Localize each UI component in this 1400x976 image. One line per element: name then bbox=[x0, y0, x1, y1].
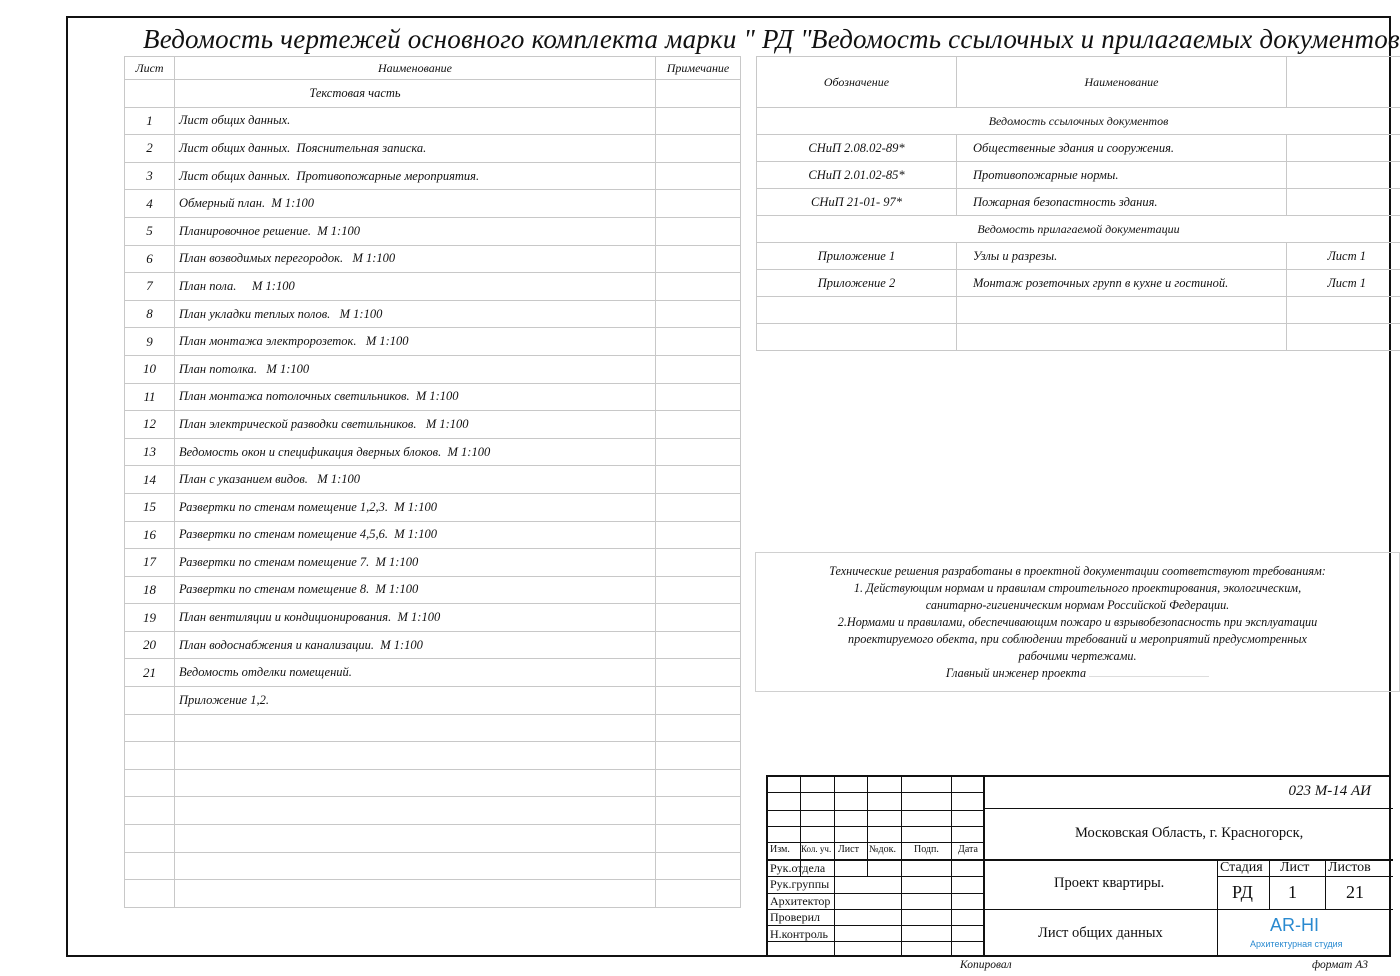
technical-note bbox=[755, 552, 1400, 692]
sheet-name: Развертки по стенам помещение 8. М 1:100 bbox=[175, 576, 656, 604]
sheet-number: 19 bbox=[125, 604, 175, 632]
stage-label: Стадия bbox=[1220, 860, 1263, 875]
project-name: Проект квартиры. bbox=[1054, 875, 1165, 891]
header-ref-name: Наименование bbox=[957, 57, 1287, 108]
sheet-number: 18 bbox=[125, 576, 175, 604]
stamp-col-header: №док. bbox=[869, 844, 896, 855]
note-line: Технические решения разработаны в проектной документации соответствуют требованиям: bbox=[829, 564, 1326, 578]
doc-designation: Приложение 1 bbox=[757, 243, 957, 270]
stamp-col-header: Дата bbox=[958, 844, 978, 855]
table-row bbox=[125, 880, 741, 908]
project-location: Московская Область, г. Красногорск, bbox=[1075, 825, 1304, 841]
table-row bbox=[125, 521, 741, 549]
header-note: Примечание bbox=[656, 57, 741, 80]
table-row bbox=[125, 107, 741, 135]
sheet-number: 20 bbox=[125, 631, 175, 659]
sheet-number: 8 bbox=[125, 300, 175, 328]
sheets-value: 21 bbox=[1346, 882, 1364, 902]
doc-designation: СНиП 2.08.02-89* bbox=[757, 135, 957, 162]
table-row bbox=[125, 769, 741, 797]
sheet-name: План монтажа электророзеток. М 1:100 bbox=[175, 328, 656, 356]
table-row bbox=[125, 438, 741, 466]
doc-note: Лист 1 bbox=[1287, 270, 1400, 297]
studio-subtitle: Архитектурная студия bbox=[1250, 939, 1343, 949]
stamp-role: Рук.группы bbox=[770, 877, 830, 892]
note-line: рабочими чертежами. bbox=[1018, 649, 1137, 663]
table-row bbox=[125, 273, 741, 301]
sheet-name: Развертки по стенам помещение 1,2,3. М 1:100 bbox=[175, 493, 656, 521]
sheet-number: 6 bbox=[125, 245, 175, 273]
table-row bbox=[125, 604, 741, 632]
stamp-role: Проверил bbox=[770, 910, 820, 925]
section-text-part: Текстовая часть bbox=[175, 80, 656, 108]
note-line: санитарно-гигиеническим нормам Российской Федерации. bbox=[925, 598, 1230, 612]
table-row bbox=[757, 297, 1400, 324]
note-line: 1. Действующим нормам и правилам строительного проектирования, экологическим, bbox=[853, 581, 1302, 595]
note-line: 2.Нормами и правилами, обеспечивающим пожаро и взрывобезопасность при эксплуатации bbox=[837, 615, 1318, 629]
sheet-name: Обмерный план. М 1:100 bbox=[175, 190, 656, 218]
table-row bbox=[125, 742, 741, 770]
doc-designation: Приложение 2 bbox=[757, 270, 957, 297]
doc-name: Противопожарные нормы. bbox=[957, 162, 1287, 189]
sheet-name: Приложение 1,2. bbox=[175, 687, 656, 715]
table-row bbox=[757, 324, 1400, 351]
table-row bbox=[125, 549, 741, 577]
sheet-title: Лист общих данных bbox=[1038, 925, 1163, 941]
table-row bbox=[125, 852, 741, 880]
sheet-number: 16 bbox=[125, 521, 175, 549]
doc-designation: СНиП 21-01- 97* bbox=[757, 189, 957, 216]
sheet-number: 7 bbox=[125, 273, 175, 301]
table-row bbox=[757, 189, 1400, 216]
stage-value: РД bbox=[1232, 882, 1253, 902]
sheet-name: План пола. М 1:100 bbox=[175, 273, 656, 301]
drawings-title: Ведомость чертежей основного комплекта марки " РД " bbox=[143, 24, 812, 54]
sheet-name: Лист общих данных. bbox=[175, 107, 656, 135]
table-row bbox=[125, 687, 741, 715]
table-row bbox=[125, 825, 741, 853]
stamp-role: Архитектор bbox=[770, 893, 831, 908]
note-line: проектируемого обекта, при соблюдении требований и мероприятий предусмотренных bbox=[848, 632, 1307, 646]
sheet-name: План возводимых перегородок. М 1:100 bbox=[175, 245, 656, 273]
table-row bbox=[125, 217, 741, 245]
signature-line bbox=[1089, 676, 1209, 677]
sheet-number: 2 bbox=[125, 135, 175, 163]
table-row bbox=[125, 493, 741, 521]
sheet-name: Лист общих данных. Противопожарные мероприятия. bbox=[175, 162, 656, 190]
format-label: формат А3 bbox=[1312, 959, 1368, 971]
copied-label: Копировал bbox=[960, 959, 1012, 971]
table-row bbox=[125, 245, 741, 273]
header-designation: Обозначение bbox=[757, 57, 957, 108]
sheet-name: Планировочное решение. М 1:100 bbox=[175, 217, 656, 245]
sheet-name: Лист общих данных. Пояснительная записка. bbox=[175, 135, 656, 163]
section-attached: Ведомость прилагаемой документации bbox=[757, 216, 1400, 243]
sheet-name: План с указанием видов. М 1:100 bbox=[175, 466, 656, 494]
sheet-name: Развертки по стенам помещение 7. М 1:100 bbox=[175, 549, 656, 577]
sheet-number: 21 bbox=[125, 659, 175, 687]
sheet-value: 1 bbox=[1288, 882, 1297, 902]
sheet-number: 11 bbox=[125, 383, 175, 411]
table-row bbox=[125, 355, 741, 383]
table-row bbox=[125, 411, 741, 439]
doc-name: Общественные здания и сооружения. bbox=[957, 135, 1287, 162]
header-sheet: Лист bbox=[125, 57, 175, 80]
sheet-name: План водоснабжения и канализации. М 1:100 bbox=[175, 631, 656, 659]
refs-table bbox=[756, 56, 1400, 351]
sheet-name: План укладки теплых полов. М 1:100 bbox=[175, 300, 656, 328]
sheet-number: 9 bbox=[125, 328, 175, 356]
table-row bbox=[125, 714, 741, 742]
sheet-number: 17 bbox=[125, 549, 175, 577]
sheet-name: Ведомость окон и спецификация дверных блоков. М 1:100 bbox=[175, 438, 656, 466]
sheet-number: 15 bbox=[125, 493, 175, 521]
stamp-role: Рук.отдела bbox=[770, 861, 826, 875]
project-code: 023 М-14 АИ bbox=[1288, 783, 1371, 799]
section-referenced: Ведомость ссылочных документов bbox=[757, 108, 1400, 135]
sheet-name: План вентиляции и кондиционирования. М 1:100 bbox=[175, 604, 656, 632]
table-row bbox=[757, 243, 1400, 270]
table-row bbox=[125, 466, 741, 494]
title-block bbox=[766, 775, 1391, 957]
table-row bbox=[125, 135, 741, 163]
sheet-number: 12 bbox=[125, 411, 175, 439]
drawings-table bbox=[124, 56, 741, 908]
table-row bbox=[125, 300, 741, 328]
sheet-number bbox=[125, 687, 175, 715]
refs-title: Ведомость ссылочных и прилагаемых документов bbox=[811, 24, 1400, 54]
sheet-number: 1 bbox=[125, 107, 175, 135]
table-row bbox=[125, 190, 741, 218]
header-name: Наименование bbox=[175, 57, 656, 80]
stamp-col-header: Лист bbox=[838, 844, 859, 855]
stamp-role: Н.контроль bbox=[770, 926, 829, 941]
table-row bbox=[125, 162, 741, 190]
doc-name: Монтаж розеточных групп в кухне и гостиной. bbox=[957, 270, 1287, 297]
sheets-label: Листов bbox=[1328, 860, 1371, 875]
stamp-col-header: Кол. уч. bbox=[801, 844, 832, 854]
sheet-name: Ведомость отделки помещений. bbox=[175, 659, 656, 687]
sheet-number: 5 bbox=[125, 217, 175, 245]
table-row bbox=[125, 797, 741, 825]
sheet-name: План электрической разводки светильников. М 1:100 bbox=[175, 411, 656, 439]
stamp-col-header: Подп. bbox=[914, 844, 939, 855]
doc-name: Узлы и разрезы. bbox=[957, 243, 1287, 270]
sheet-number: 3 bbox=[125, 162, 175, 190]
sheet-number: 13 bbox=[125, 438, 175, 466]
table-row bbox=[125, 659, 741, 687]
table-row bbox=[125, 576, 741, 604]
doc-designation: СНиП 2.01.02-85* bbox=[757, 162, 957, 189]
sheet-number: 4 bbox=[125, 190, 175, 218]
table-row bbox=[757, 270, 1400, 297]
table-row bbox=[757, 162, 1400, 189]
table-row bbox=[757, 135, 1400, 162]
doc-name: Пожарная безопастность здания. bbox=[957, 189, 1287, 216]
sheet-label: Лист bbox=[1280, 860, 1310, 875]
studio-logo: AR-HI bbox=[1270, 915, 1319, 935]
sheet-number: 10 bbox=[125, 355, 175, 383]
doc-note: Лист 1 bbox=[1287, 243, 1400, 270]
table-row bbox=[125, 328, 741, 356]
chief-engineer-label: Главный инженер проекта bbox=[945, 666, 1087, 680]
table-row bbox=[125, 631, 741, 659]
sheet-name: План потолка. М 1:100 bbox=[175, 355, 656, 383]
sheet-name: Развертки по стенам помещение 4,5,6. М 1:100 bbox=[175, 521, 656, 549]
sheet-number: 14 bbox=[125, 466, 175, 494]
sheet-name: План монтажа потолочных светильников. М 1:100 bbox=[175, 383, 656, 411]
stamp-col-header: Изм. bbox=[770, 844, 790, 855]
table-row bbox=[125, 383, 741, 411]
